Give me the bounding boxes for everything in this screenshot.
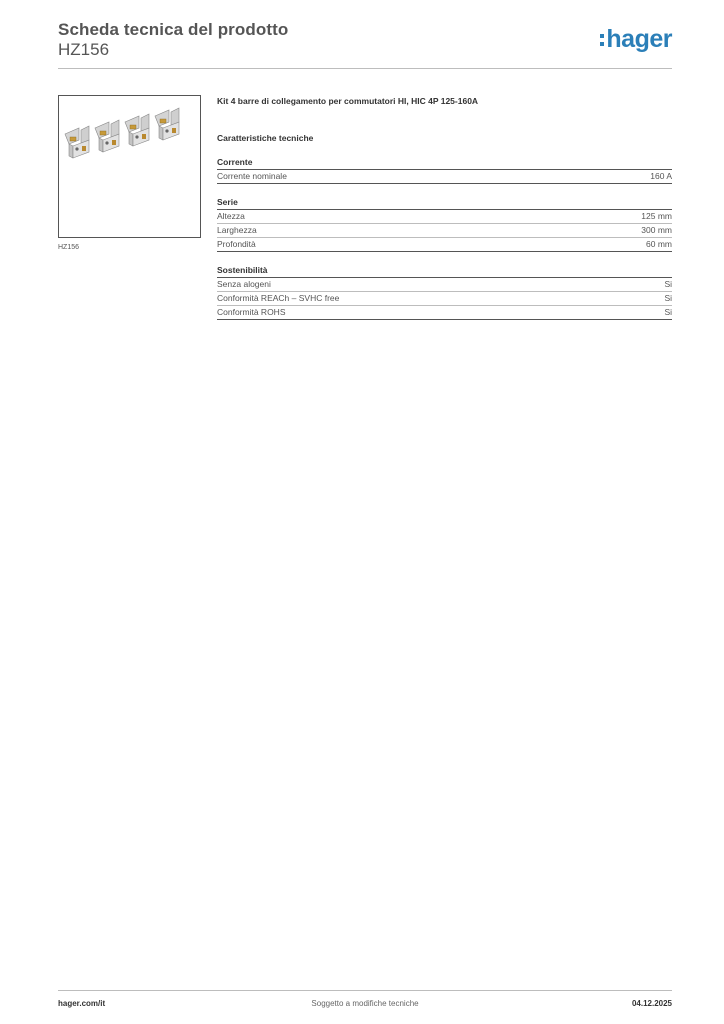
product-code: HZ156 xyxy=(58,40,110,59)
spec-group-label: Serie xyxy=(217,196,672,210)
product-description: Kit 4 barre di collegamento per commutatori HI, HIC 4P 125-160A xyxy=(217,96,479,106)
spec-group-label: Corrente xyxy=(217,156,672,170)
footer-website-link[interactable]: hager.com/it xyxy=(58,999,106,1008)
spec-name: Conformità ROHS xyxy=(217,307,286,317)
spec-name: Senza alogeni xyxy=(217,279,271,289)
spec-row xyxy=(217,238,672,252)
spec-row xyxy=(217,292,672,306)
logo-colon-icon xyxy=(600,32,605,48)
spec-row xyxy=(217,210,672,224)
busbar-icon xyxy=(65,126,89,158)
image-caption: HZ156 xyxy=(58,244,80,251)
spec-row xyxy=(217,306,672,320)
spec-value: 125 mm xyxy=(641,211,672,221)
spec-content xyxy=(217,95,672,320)
spec-value: Si xyxy=(664,307,672,317)
busbar-kit-illustration xyxy=(59,96,200,237)
footer-note: Soggetto a modifiche tecniche xyxy=(311,999,419,1008)
spec-group-sostenibilita xyxy=(217,264,672,320)
spec-value: 60 mm xyxy=(646,239,672,249)
spec-row xyxy=(217,278,672,292)
specs-section-title: Caratteristiche tecniche xyxy=(217,133,314,143)
logo-text: hager xyxy=(606,25,672,53)
spec-name: Larghezza xyxy=(217,225,257,235)
hager-logo xyxy=(600,26,672,52)
spec-group-label: Sostenibilità xyxy=(217,264,672,278)
spec-name: Corrente nominale xyxy=(217,171,287,181)
spec-group-serie xyxy=(217,196,672,252)
page-header xyxy=(58,20,672,69)
spec-group-corrente xyxy=(217,156,672,184)
spec-value: Si xyxy=(664,293,672,303)
page-footer xyxy=(58,990,672,1013)
spec-value: 160 A xyxy=(650,171,672,181)
spec-value: 300 mm xyxy=(641,225,672,235)
spec-value: Si xyxy=(664,279,672,289)
spec-name: Profondità xyxy=(217,239,256,249)
spec-name: Conformità REACh – SVHC free xyxy=(217,293,340,303)
spec-row xyxy=(217,224,672,238)
footer-date: 04.12.2025 xyxy=(631,999,672,1008)
document-title: Scheda tecnica del prodotto xyxy=(58,20,289,39)
spec-row xyxy=(217,170,672,184)
spec-name: Altezza xyxy=(217,211,245,221)
product-image xyxy=(58,95,201,238)
